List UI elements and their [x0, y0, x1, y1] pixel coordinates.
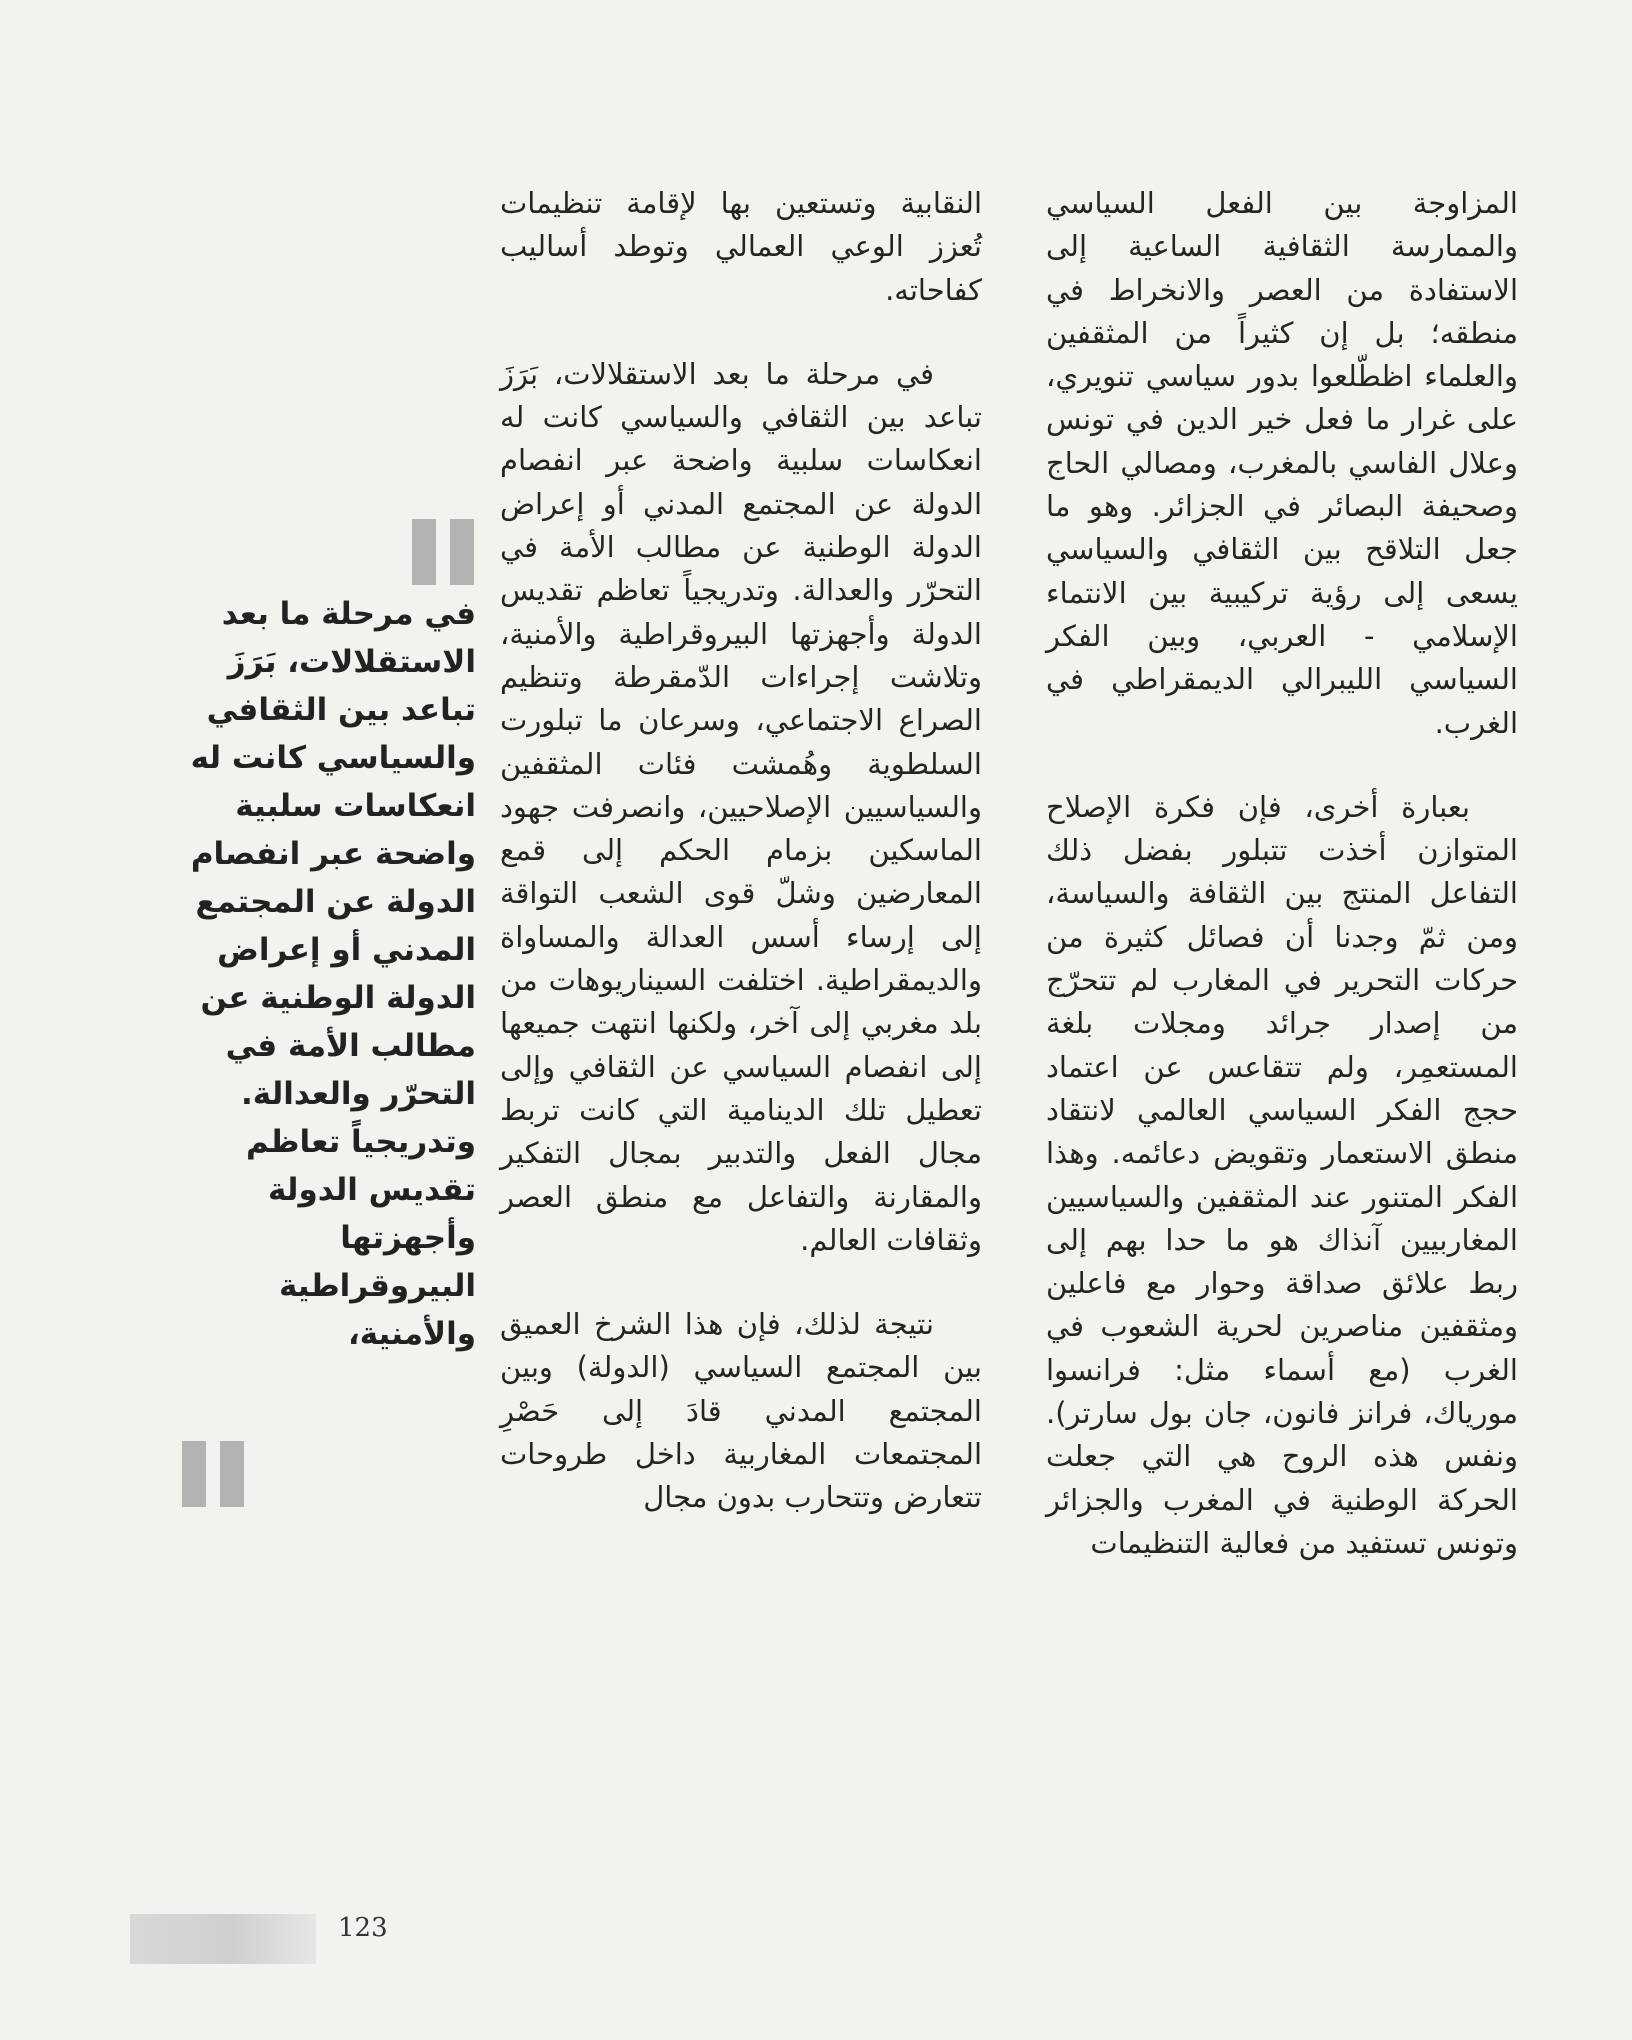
paragraph: المزاوجة بين الفعل السياسي والممارسة الثقافية الساعية إلى الاستفادة من العصر والانخراط في منطقه؛ بل إن كثيراً من المثقفين والعلماء اظطّلعوا بدور سياسي تنويري، على غرار ما فعل خير الدين في تونس وعلال الفاسي بالمغرب، ومصالي الحاج وصحيفة البصائر في الجزائر. وهو ما جعل التلاقح بين الثقافي والسياسي يسعى إلى رؤية تركيبية بين الانتماء الإسلامي - العربي، وبين الفكر السياسي الليبرالي الديمقراطي في الغرب. — [1046, 186, 1518, 740]
quote-close-icon — [182, 1441, 244, 1507]
paragraph: النقابية وتستعين بها لإقامة تنظيمات تُعزز الوعي العمالي وتوطد أساليب كفاحاته. — [500, 186, 982, 307]
page-number: 123 — [338, 1913, 388, 1943]
paragraph: في مرحلة ما بعد الاستقلالات، بَرَزَ تباعد بين الثقافي والسياسي كانت له انعكاسات سلبية واضحة عبر انفصام الدولة عن المجتمع المدني أو إعراض الدولة الوطنية عن مطالب الأمة في التحرّر والعدالة. وتدريجياً تعاظم تقديس الدولة وأجهزتها البيروقراطية والأمنية، وتلاشت إجراءات الدّمقرطة وتنظيم الصراع الاجتماعي، وسرعان ما تبلورت السلطوية وهُمشت فئات المثقفين والسياسيين الإصلاحيين، وانصرفت جهود الماسكين بزمام الحكم إلى قمع المعارضين وشلّ قوى الشعب التواقة إلى إرساء أسس العدالة والمساواة والديمقراطية. اختلفت السيناريوهات من بلد مغربي إلى آخر، ولكنها انتهت جميعها إلى انفصام السياسي عن الثقافي وإلى تعطيل تلك الدينامية التي كانت تربط مجال الفعل والتدبير بمجال التفكير والمقارنة والتفاعل مع منطق العصر وثقافات العالم. — [500, 356, 982, 1257]
pull-quote: في مرحلة ما بعد الاستقلالات، بَرَزَ تباعد بين الثقافي والسياسي كانت له انعكاسات سلبية واضحة عبر انفصام الدولة عن المجتمع المدني أو إعراض الدولة الوطنية عن مطالب الأمة في التحرّر والعدالة. وتدريجياً تعاظم تقديس الدولة وأجهزتها البيروقراطية والأمنية، — [190, 596, 476, 1352]
paragraph: بعبارة أخرى، فإن فكرة الإصلاح المتوازن أخذت تتبلور بفضل ذلك التفاعل المنتج بين الثقافة والسياسة، ومن ثمّ وجدنا أن فصائل كثيرة من حركات التحرير في المغارب لم تتحرّج من إصدار جرائد ومجلات بلغة المستعمِر، ولم تتقاعس عن اعتماد حجج الفكر السياسي العالمي لانتقاد منطق الاستعمار وتقويض دعائمه. وهذا الفكر المتنور عند المثقفين والسياسيين المغاربيين آنذاك هو ما حدا بهم إلى ربط علائق صداقة وحوار مع فاعلين ومثقفين مناصرين لحرية الشعوب في الغرب (مع أسماء مثل: فرانسوا مورياك، فرانز فانون، جان بول سارتر). ونفس هذه الروح هي التي جعلت الحركة الوطنية في المغرب والجزائر وتونس تستفيد من فعالية التنظيمات — [1046, 789, 1518, 1560]
footer-logo-band — [130, 1914, 316, 1964]
text-column-middle — [500, 182, 982, 1561]
quote-open-icon — [412, 519, 474, 585]
paragraph: نتيجة لذلك، فإن هذا الشرخ العميق بين المجتمع السياسي (الدولة) وبين المجتمع المدني قادَ إلى حَصْرِ المجتمعات المغاربية داخل طروحات تتعارض وتتحارب بدون مجال — [500, 1307, 982, 1515]
text-column-right — [1046, 182, 1518, 1606]
